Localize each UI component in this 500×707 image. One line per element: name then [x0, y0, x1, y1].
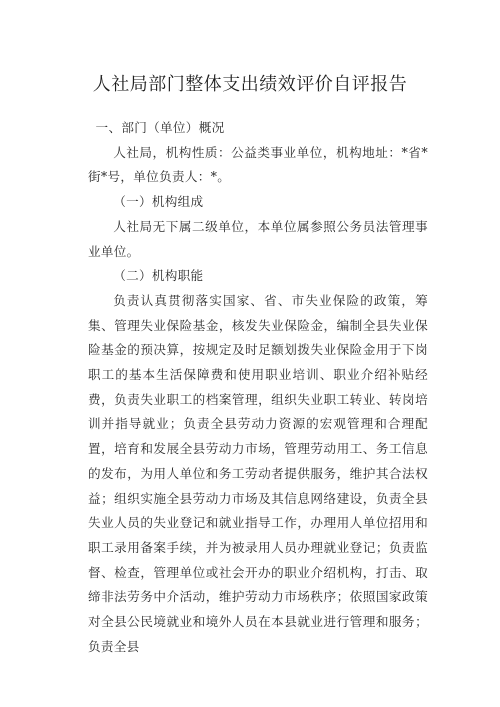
document-body: [88, 116, 428, 659]
paragraph-functions: 负责认真贯彻落实国家、省、市失业保险的政策，筹集、管理失业保险基金，核发失业保险金，编制全县失业保险基金的预决算，按规定及时足额划拨失业保险金用于下岗职工的基本生活保障费和使用职业培训、职业介绍补贴经费，负责失业职工的档案管理，组织失业职工转业、转岗培训并指导就业；负责全县劳动力资源的宏观管理和合理配置，培育和发展全县劳动力市场，管理劳动用工、务工信息的发布，为用人单位和务工劳动者提供服务，维护其合法权益；组织实施全县劳动力市场及其信息网络建设，负责全县失业人员的失业登记和就业指导工作，办理用人单位招用和职工录用备案手续，并为被录用人员办理就业登记；负责监督、检查，管理单位或社会开办的职业介绍机构，打击、取缔非法劳务中介活动，维护劳动力市场秩序；依照国家政策对全县公民境就业和境外人员在本县就业进行管理和服务；负责全县: [88, 292, 428, 654]
paragraph-organization: 人社局无下属二级单位，本单位属参照公务员法管理事业单位。: [88, 218, 428, 259]
section-heading-overview: 一、部门（单位）概况: [95, 120, 225, 135]
subsection-heading-functions: （二）机构职能: [113, 268, 204, 284]
document-title: 人社局部门整体支出绩效评价自评报告: [92, 74, 408, 95]
paragraph-overview: 人社局，机构性质：公益类事业单位，机构地址：*省*街*号，单位负责人：*。: [88, 144, 428, 185]
subsection-heading-organization: （一）机构组成: [113, 194, 204, 210]
